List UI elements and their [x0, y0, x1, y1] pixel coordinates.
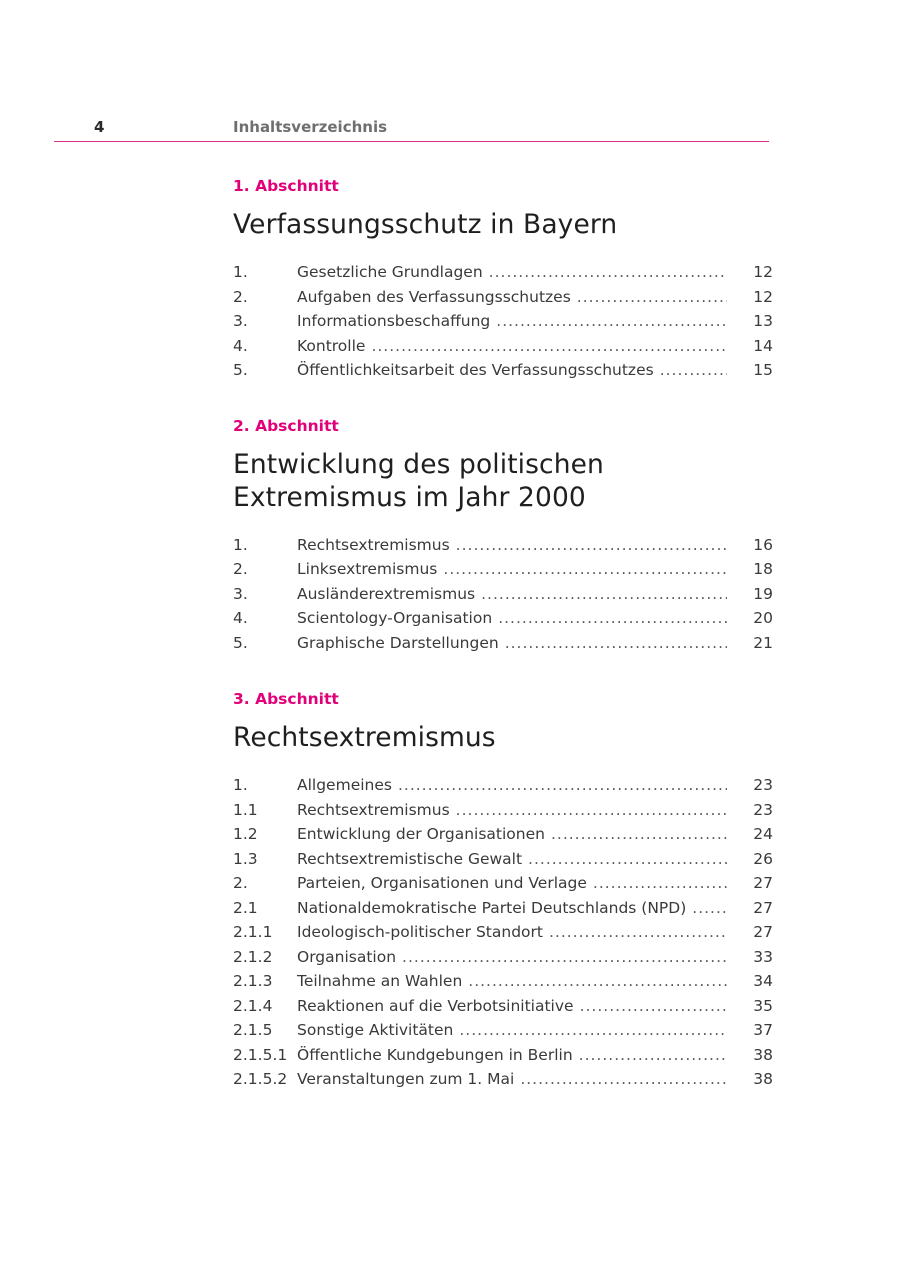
toc-entry-page: 35 [753, 996, 773, 1015]
toc-entry-label: Öffentlichkeitsarbeit des Verfassungsschutzes [297, 361, 654, 379]
toc-entry[interactable] [233, 948, 773, 973]
dot-leader [580, 997, 727, 1015]
toc-entry[interactable] [233, 923, 773, 948]
toc-entry[interactable] [233, 361, 773, 386]
toc-entry-page: 23 [753, 776, 773, 794]
toc-entry-number: 5. [233, 361, 248, 379]
dot-leader [398, 776, 727, 794]
toc-entry-number: 2. [233, 560, 248, 578]
toc-entry-number: 2.1.2 [233, 947, 273, 966]
toc-entry-number: 1.2 [233, 825, 258, 843]
toc-entry[interactable] [233, 874, 773, 899]
toc-entry[interactable] [233, 312, 773, 337]
section-label: 2. Abschnitt [233, 416, 339, 435]
toc-entry-label: Gesetzliche Grundlagen [297, 263, 483, 281]
toc-entry-label: Rechtsextremistische Gewalt [297, 849, 523, 868]
toc-entry[interactable] [233, 825, 773, 850]
section-title [233, 208, 773, 241]
toc-entry-page: 21 [753, 633, 773, 652]
dot-leader [692, 899, 727, 917]
toc-entry-label: Teilnahme an Wahlen [297, 972, 463, 990]
dot-leader [579, 1046, 727, 1064]
toc-list [233, 776, 773, 1095]
toc-entry[interactable] [233, 585, 773, 610]
running-title: Inhaltsverzeichnis [233, 118, 388, 136]
section-label: 3. Abschnitt [233, 690, 339, 708]
toc-list [233, 536, 773, 659]
toc-entry-page: 12 [753, 263, 773, 281]
toc-entry[interactable] [233, 560, 773, 585]
toc-entry[interactable] [233, 1021, 773, 1046]
toc-entry-number: 2.1.5 [233, 1021, 273, 1039]
toc-entry-number: 1.1 [233, 800, 258, 819]
toc-entry-label: Informationsbeschaffung [297, 312, 491, 330]
page-number: 4 [94, 118, 105, 136]
dot-leader [505, 634, 727, 652]
toc-list [233, 263, 773, 386]
toc-entry-page: 12 [753, 287, 773, 306]
dot-leader [498, 609, 727, 627]
toc-entry-label: Reaktionen auf die Verbotsinitiative [297, 996, 574, 1015]
toc-entry-label: Nationaldemokratische Partei Deutschlands (NPD) [297, 898, 687, 917]
toc-entry-label: Graphische Darstellungen [297, 633, 499, 652]
toc-entry[interactable] [233, 634, 773, 659]
toc-entry-label: Sonstige Aktivitäten [297, 1021, 454, 1039]
toc-entry-page: 27 [753, 923, 773, 941]
dot-leader [551, 825, 727, 843]
toc-entry-page: 24 [753, 825, 773, 843]
toc-entry-number: 2.1 [233, 898, 258, 917]
dot-leader [459, 1021, 727, 1039]
toc-entry-label: Öffentliche Kundgebungen in Berlin [297, 1045, 573, 1064]
toc-entry[interactable] [233, 609, 773, 634]
toc-entry-number: 5. [233, 633, 248, 652]
toc-entry[interactable] [233, 1070, 773, 1095]
dot-leader [496, 312, 727, 330]
toc-entry-number: 1. [233, 263, 248, 281]
toc-entry-label: Parteien, Organisationen und Verlage [297, 874, 587, 892]
toc-entry[interactable] [233, 337, 773, 362]
dot-leader [402, 948, 727, 966]
section-title [233, 448, 773, 514]
toc-entry-number: 3. [233, 584, 248, 603]
toc-entry-number: 2.1.1 [233, 923, 273, 941]
dot-leader [468, 972, 727, 990]
toc-entry-label: Kontrolle [297, 336, 366, 355]
toc-entry-page: 27 [753, 898, 773, 917]
toc-entry-page: 38 [753, 1045, 773, 1064]
dot-leader [456, 536, 727, 554]
table-of-contents [233, 176, 773, 1095]
toc-entry-number: 2.1.5.1 [233, 1045, 288, 1064]
toc-entry-page: 37 [753, 1021, 773, 1039]
toc-entry[interactable] [233, 776, 773, 801]
dot-leader [660, 361, 727, 379]
dot-leader [549, 923, 727, 941]
toc-entry-label: Rechtsextremismus [297, 535, 450, 554]
toc-entry-number: 4. [233, 336, 248, 355]
toc-entry[interactable] [233, 972, 773, 997]
toc-entry-label: Allgemeines [297, 776, 392, 794]
toc-entry-page: 33 [753, 947, 773, 966]
header-divider [54, 141, 769, 142]
toc-entry[interactable] [233, 801, 773, 826]
toc-entry[interactable] [233, 263, 773, 288]
dot-leader [577, 288, 727, 306]
dot-leader [489, 263, 727, 281]
toc-entry[interactable] [233, 899, 773, 924]
section-spacer [233, 386, 773, 416]
dot-leader [481, 585, 727, 603]
toc-entry-page: 16 [753, 535, 773, 554]
toc-entry-label: Entwicklung der Organisationen [297, 825, 545, 843]
toc-entry-number: 2. [233, 874, 248, 892]
dot-leader [520, 1070, 727, 1088]
toc-entry-number: 2.1.4 [233, 996, 273, 1015]
toc-entry[interactable] [233, 288, 773, 313]
toc-entry-number: 4. [233, 609, 248, 627]
toc-entry-page: 14 [753, 336, 773, 355]
toc-entry-page: 26 [753, 849, 773, 868]
toc-entry-label: Organisation [297, 947, 397, 966]
toc-entry-page: 23 [753, 800, 773, 819]
dot-leader [456, 801, 727, 819]
section-3 [233, 689, 773, 1095]
section-title-line: Verfassungsschutz in Bayern [233, 209, 618, 240]
toc-entry-number: 1.3 [233, 849, 258, 868]
toc-entry[interactable] [233, 1046, 773, 1071]
dot-leader [593, 874, 727, 892]
toc-entry-page: 19 [753, 584, 773, 603]
toc-entry-label: Ausländerextremismus [297, 584, 476, 603]
section-title-line: Entwicklung des politischen [233, 448, 604, 480]
dot-leader [371, 337, 727, 355]
toc-entry-number: 2.1.5.2 [233, 1070, 288, 1088]
toc-entry-label: Linksextremismus [297, 560, 438, 578]
toc-entry-page: 34 [753, 972, 773, 990]
toc-entry-label: Veranstaltungen zum 1. Mai [297, 1070, 515, 1088]
section-title-line: Extremismus im Jahr 2000 [233, 481, 586, 513]
section-title-line: Rechtsextremismus [233, 722, 496, 753]
toc-entry[interactable] [233, 536, 773, 561]
toc-entry-number: 2.1.3 [233, 972, 273, 990]
toc-entry-page: 38 [753, 1070, 773, 1088]
toc-entry-page: 27 [753, 874, 773, 892]
toc-entry-number: 1. [233, 776, 248, 794]
section-2 [233, 416, 773, 659]
toc-entry[interactable] [233, 850, 773, 875]
dot-leader [443, 560, 727, 578]
toc-entry-number: 1. [233, 535, 248, 554]
toc-entry-label: Aufgaben des Verfassungsschutzes [297, 287, 571, 306]
toc-entry-number: 2. [233, 287, 248, 306]
toc-entry-page: 20 [753, 609, 773, 627]
toc-entry-label: Rechtsextremismus [297, 800, 450, 819]
section-spacer [233, 658, 773, 689]
toc-entry-label: Ideologisch-politischer Standort [297, 923, 543, 941]
toc-entry-page: 13 [753, 312, 773, 330]
section-label: 1. Abschnitt [233, 177, 339, 195]
toc-entry-number: 3. [233, 312, 248, 330]
dot-leader [528, 850, 727, 868]
toc-entry[interactable] [233, 997, 773, 1022]
section-1 [233, 176, 773, 386]
toc-entry-label: Scientology-Organisation [297, 609, 493, 627]
toc-entry-page: 18 [753, 560, 773, 578]
toc-entry-page: 15 [753, 361, 773, 379]
section-title [233, 721, 773, 754]
